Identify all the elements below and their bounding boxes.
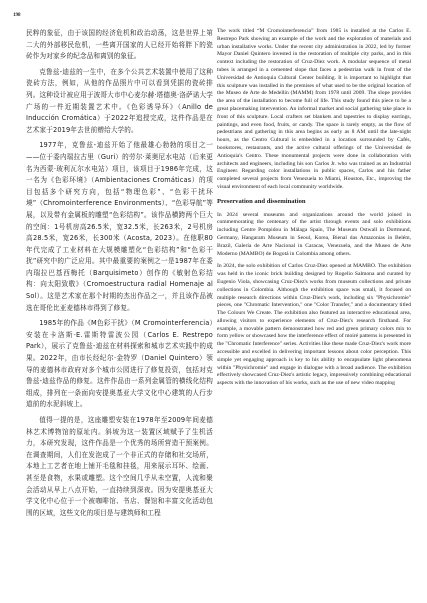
zh-paragraph-3: 1977年，克鲁兹-迪兹开始了他最雄心勃勃的项目之一——位于委内瑞拉古里（Guri）的劳尔·莱奥尼水电站（后来更名为西蒙·玻利瓦尔水电站）项目，该项目于1986年完成，这一名为《色彩环境》（Ambientaciones Cromáticas）的项目包括多个研究方向，包括“物理色彩”、“色彩干扰环境”（Chromointerference Environments）、“色彩导航”等展，以及带有金属板的雕塑“色彩结构”。该作品横跨两个巨大的空间：1号机房高26.5米，宽32.5米，长263米，2号机房高28.5米，宽26米，长300米（Acosta, 2023）。在他职80年代完成了工业材料在大规模雕塑化“色彩结构”和“色彩干扰”研究中的广泛应用。其中最重要的案例之一是1987年在委内瑞拉巴基西梅托（Barquisimeto）创作的《敏射色彩结构：向太阳致敬》（Cromoestructura radial Homenaje al Sol）。这是艺术家在那个时期的杰出作品之一，并且该作品被选在哥伦比亚麦德林市得到了修复。 (26, 141, 213, 312)
section-heading: Preservation and dissemination (217, 197, 306, 205)
page-number: 198 (13, 13, 21, 18)
english-text-column (217, 28, 411, 588)
en-paragraph-2: In 2024 several museums and organizations around the world joined in commemorating the centenary of the artist through events and solo exhibitions including Centre Pompidou in Málaga Spain, The Museum Ostwall in Dortmund, Germany, Hangaram Museum in Seoul, Korea, Bienal das Amazonias in Belém, Brazil, Galería de Arte Nacional in Caracas, Venezuela, and the Museo de Arte Moderno (MAMBO) de Bogotá in Colombia among others. (217, 211, 411, 257)
zh-paragraph-4: 1985年的作品《M色彩干扰》（M Cromointerferencia）安装在卡洛斯·E.雷斯特雷波公园（Carlos E. Restrepo Park），展示了克鲁兹-迪兹在材料探索和城市艺术实践中的成果。2022年，由市长经纪尔·金特罗（Daniel Quintero）领导的麦德林市政府对多个城市公园进行了修复投资，包括对克鲁兹-迪兹作品的修复。这件作品由一系列金属管的横线化结构组成，排列在一条面向安提奥基亚大学文化中心建筑的人行步道前的水泥斜坡上。 (26, 319, 213, 409)
en-paragraph-1: The work titled “M Cromointerferencia” from 1985 is installed at the Carlos E. Restrepo Park showing an example of the work and the exploration of materials and urban installative works. Under the recent city administration in 2022, led by former Mayor Daniel Quintero invested in the restoration of multiple city parks, and in this context including the restoration of Cruz-Diez work. A modular sequence of metal tubes is arranged in a cemented slope that faces a pedestrian walk in front of the Universidad de Antioquia Cultural Center building. It is important to highlight that this sculpture was installed in the premises of what used to be the original location of the Museo de Arte de Medellín (MAMM) from 1978 until 2009. The slope provides the area of the installation to become full of life. This study found this piece to be a great placemaking intervention. An informal market and social gathering take place in front of this sculpture. Local crafters set blankets and tapestries to display earrings, paintings, and even food, fruits, or candy. The space is rarely empty, as the flow of pedestrians and gathering in this area begins as early as 8 AM until the late-night hours, as the Centro Cultural is embedded in a location surrounded by Cafés, bookstores, restaurants, and the active cultural offerings of the Universidad de Antioquia's Centro. These monumental projects were done in collaboration with architects and engineers, including his son Carlos Jr. who was trained as an Industrial Engineer. Regarding color installations in public spaces, Carlos and his father completed several projects from Venezuela to Miami, Houston, Etc., improving the visual environment of each local community worldwide. (217, 28, 411, 190)
chinese-text-column (26, 28, 213, 588)
zh-paragraph-5: 值得一提的是，这座雕塑安装在1978年至2009年间麦德林艺术博物馆的原址内。斜坡为这一装置区域赋予了生机活力，本研究发现，这件作品是一个优秀的场所营造干预案例。在调查期间，人们在发泡成了一个非正式的存储和社交场所，本地上工艺者在地上铺开毛毯和挂毯，用来展示耳环、绘画、甚至是食物，水果或雕塑。这个空间几乎从未空置，人流和聚会活动从早上八点开始，一直持续到深夜。因为安提奥基亚大学文化中心位于一个被咖啡馆、书店、餐馆和丰富文化活动包围的区域，这些文化的项目是与建筑师和工程 (26, 416, 213, 517)
en-paragraph-3: In 2024, the solo exhibition of Carlos Cruz-Diez opened at MAMBO. The exhibition was held in the iconic brick building designed by Rogelio Salmona and curated by Eugenio Viola, showcasing Cruz-Diez's works from museum collections and private collections in Colombia. Although the exhibition space was small, it focused on multiple research directions within Cruz-Diez's work, including six "Physichromie" pieces, one "Chromatic Intervention," one "Color Transfer," and a documentary titled The Colours We Create. The exhibition also featured an interactive educational area, allowing visitors to experience elements of Cruz-Diez's research firsthand. For example, a movable pattern demonstrated how red and green primary colors mix to form yellow or showcased how the interference effect of moiré patterns is presented in the "Chromatic Interference" series. Activities like these made Cruz-Diez's work more accessible and excelled in delivering important lessons about color perception. This simple yet engaging approach is key to his ability to encapsulate light phenomena within "Physichromie" and engage in dialogue with a broad audience. The exhibition effectively showcased Cruz-Diez's artistic legacy, impressively combining educational aspects with the innovation of his works, such as the use of new video mapping (217, 263, 411, 387)
zh-paragraph-2: 克鲁兹-迪兹的一生中，在多个公共艺术装置中使用了这种瓷砖方法，例如，从他的作品照片中可以看到凭据的瓷砖排列。这种设计被应用于波哥大市中心麦尔赫·塔德奥·洛萨诺大学广场的一件近期装置艺术中。《色彩诱导环》（Anillo de Inducción Cromática）于2022年追授完成，这件作品是在艺术家于2019年去世前赠给大学的。 (26, 67, 213, 134)
zh-paragraph-1: 民粹的象征，由于该国的经济危机和政治动荡，这是世界上第二大的外部移民危机，一些离开国家的人已经开始将胖下的瓷砖作为对家乡的纪念品和离别的象征。 (26, 29, 213, 61)
